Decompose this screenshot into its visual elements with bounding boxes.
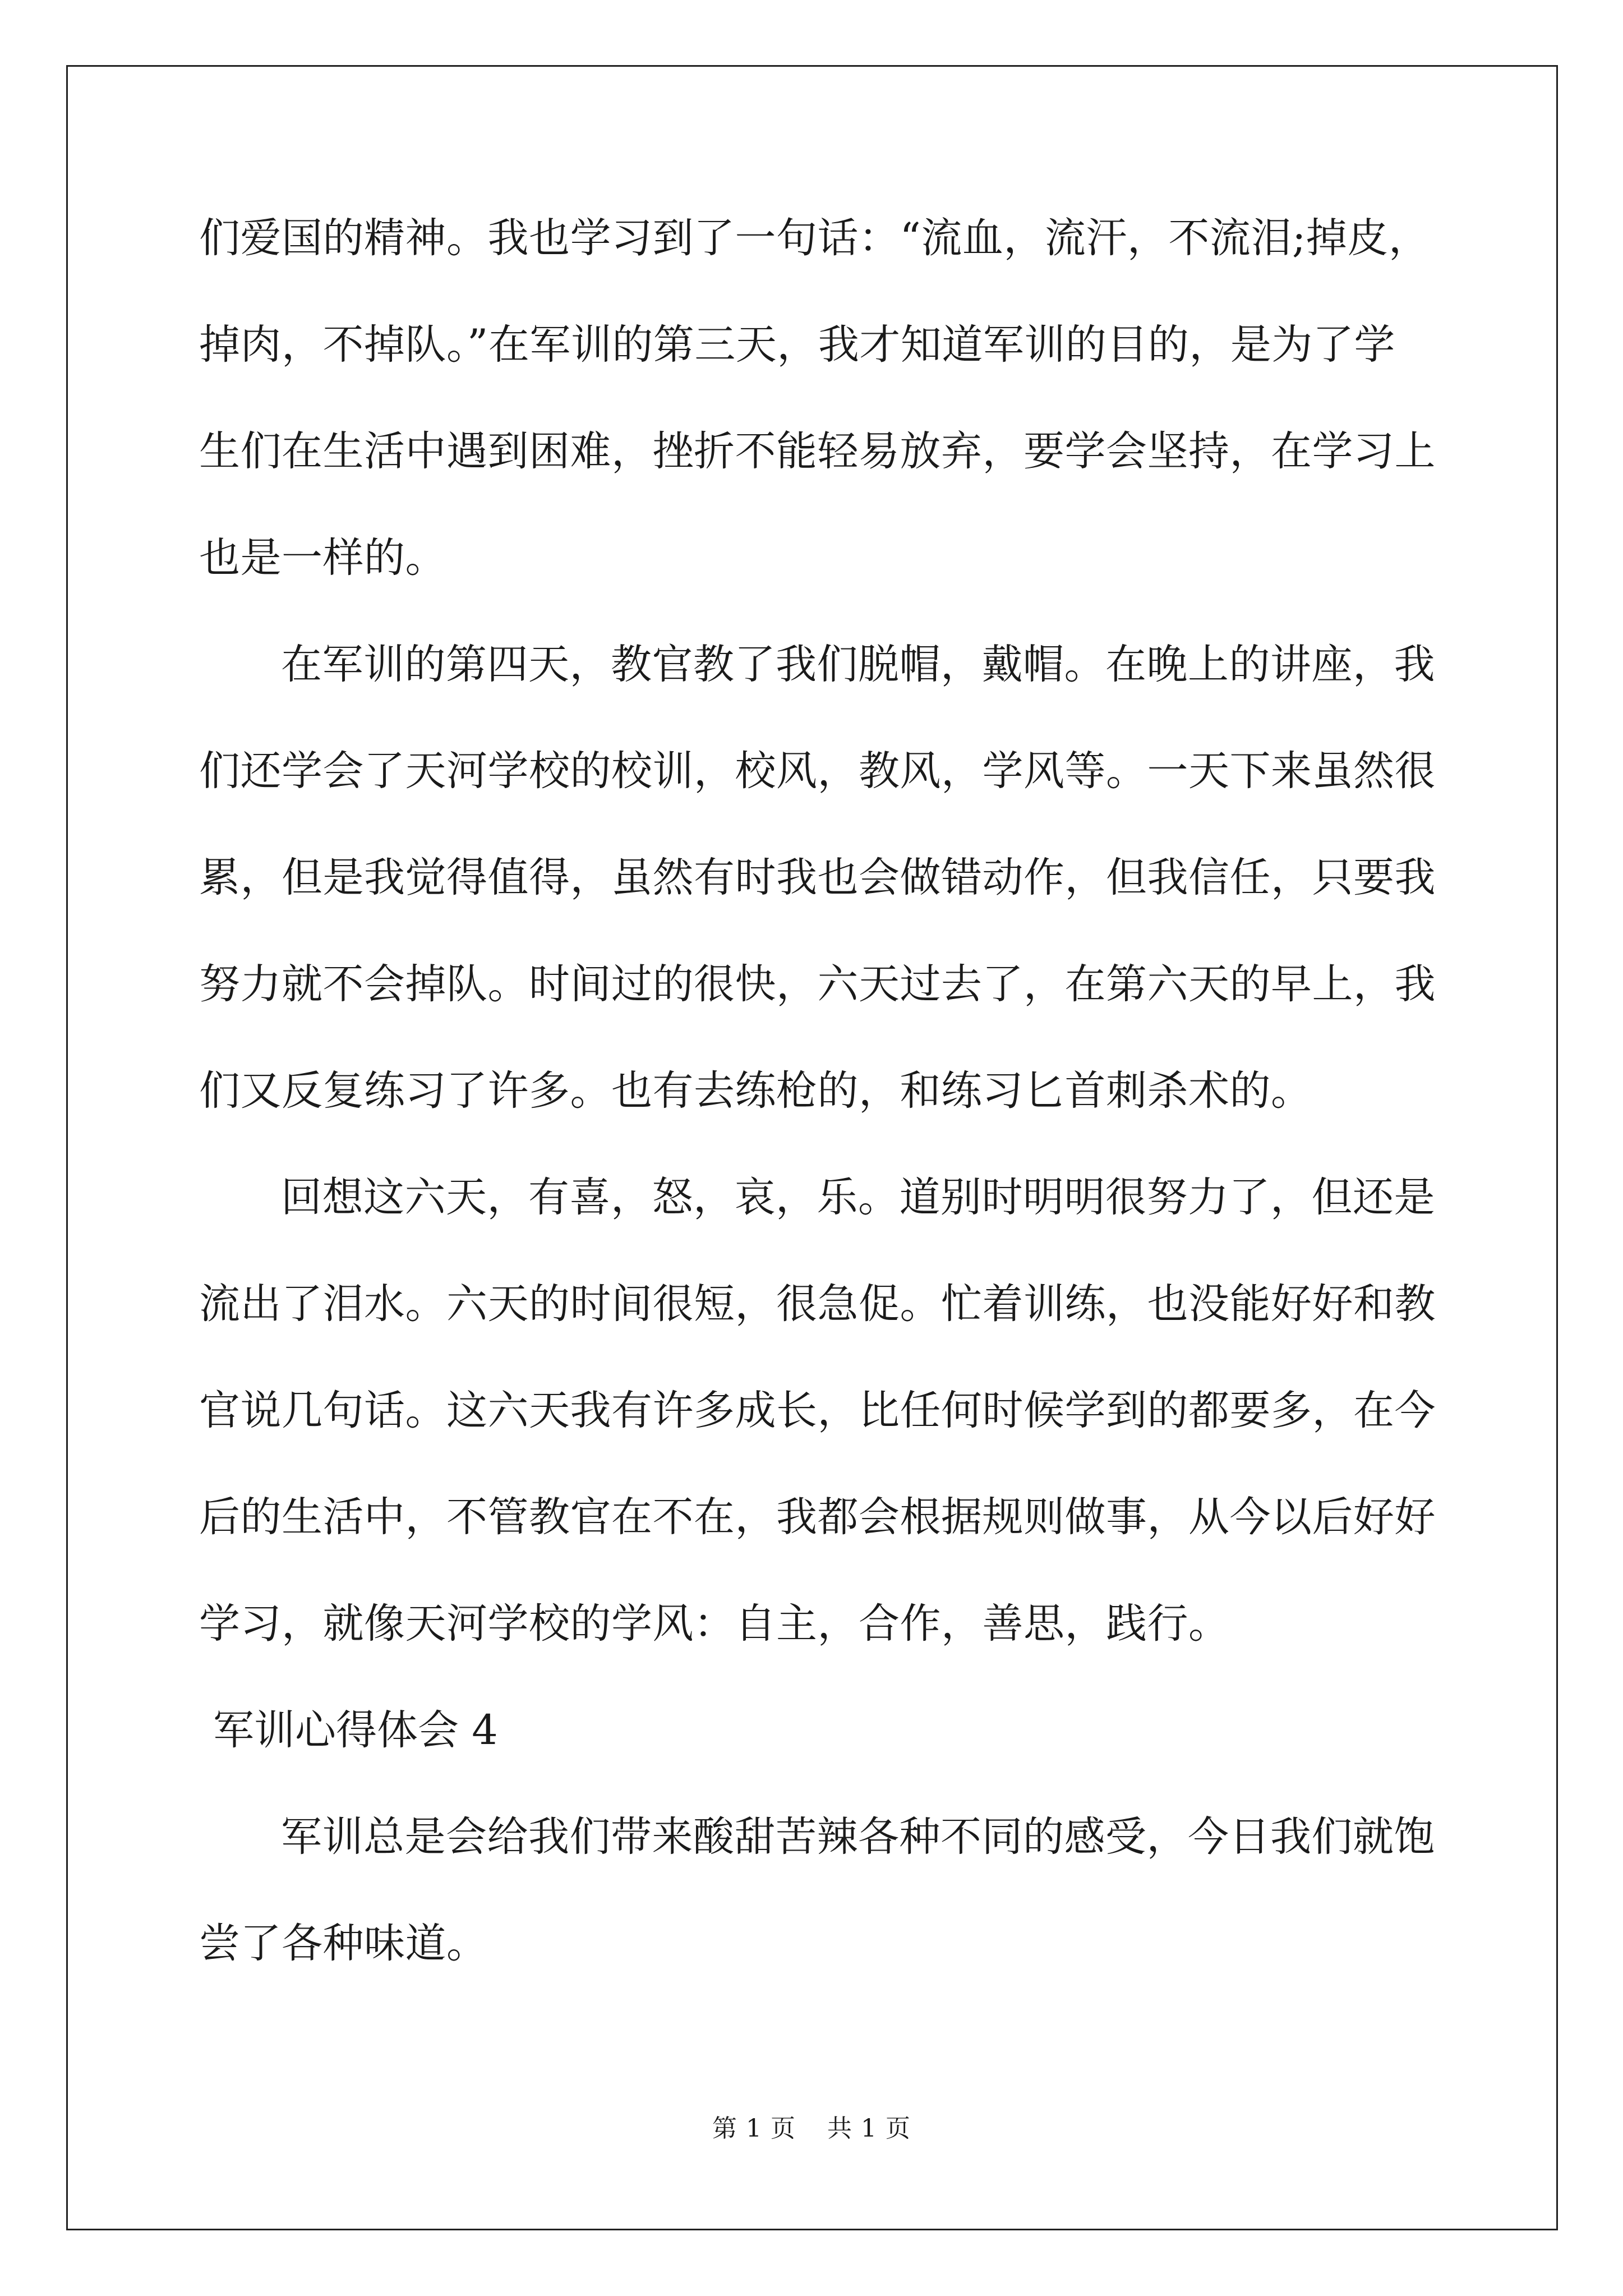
text-line: 们又反复练习了许多。也有去练枪的，和练习匕首刺杀术的。 (199, 1067, 1312, 1115)
text-line: 流出了泪水。六天的时间很短，很急促。忙着训练，也没能好好和教 (199, 1280, 1436, 1328)
text-line: 们爱国的精神。我也学习到了一句话：“流血，流汗，不流泪;掉皮， (199, 214, 1430, 262)
text-line: 们还学会了天河学校的校训，校风，教风，学风等。一天下来虽然很 (199, 747, 1436, 795)
text-line: 后的生活中，不管教官在不在，我都会根据规则做事，从今以后好好 (199, 1493, 1436, 1541)
text-line: 生们在生活中遇到困难，挫折不能轻易放弃，要学会坚持，在学习上 (199, 427, 1436, 475)
text-line: 累，但是我觉得值得，虽然有时我也会做错动作，但我信任，只要我 (199, 854, 1436, 901)
text-line: 回想这六天，有喜，怒，哀，乐。道别时明明很努力了，但还是 (281, 1174, 1435, 1221)
document-body (199, 185, 1436, 1997)
paragraph-1 (199, 185, 1436, 611)
page-total: 共 1 页 (827, 2114, 911, 2143)
text-line: 官说几句话。这六天我有许多成长，比任何时候学到的都要多，在今 (199, 1387, 1436, 1434)
text-line: 也是一样的。 (199, 534, 446, 582)
text-line: 掉肉，不掉队。”在军训的第三天，我才知道军训的目的，是为了学 (199, 321, 1395, 369)
page-number: 第 1 页 (712, 2114, 796, 2143)
text-line: 尝了各种味道。 (199, 1920, 488, 1967)
paragraph-3 (199, 1144, 1436, 1677)
section-heading: 军训心得体会 4 (213, 1706, 498, 1754)
text-line: 学习，就像天河学校的学风：自主，合作，善思，践行。 (199, 1600, 1230, 1648)
paragraph-4 (199, 1784, 1433, 1997)
paragraph-2 (199, 611, 1436, 1144)
text-line: 努力就不会掉队。时间过的很快，六天过去了，在第六天的早上，我 (199, 960, 1436, 1008)
text-line: 军训总是会给我们带来酸甜苦辣各种不同的感受，今日我们就饱 (281, 1813, 1435, 1861)
page-footer (0, 2108, 1623, 2144)
text-line: 在军训的第四天，教官教了我们脱帽，戴帽。在晚上的讲座，我 (281, 641, 1435, 688)
